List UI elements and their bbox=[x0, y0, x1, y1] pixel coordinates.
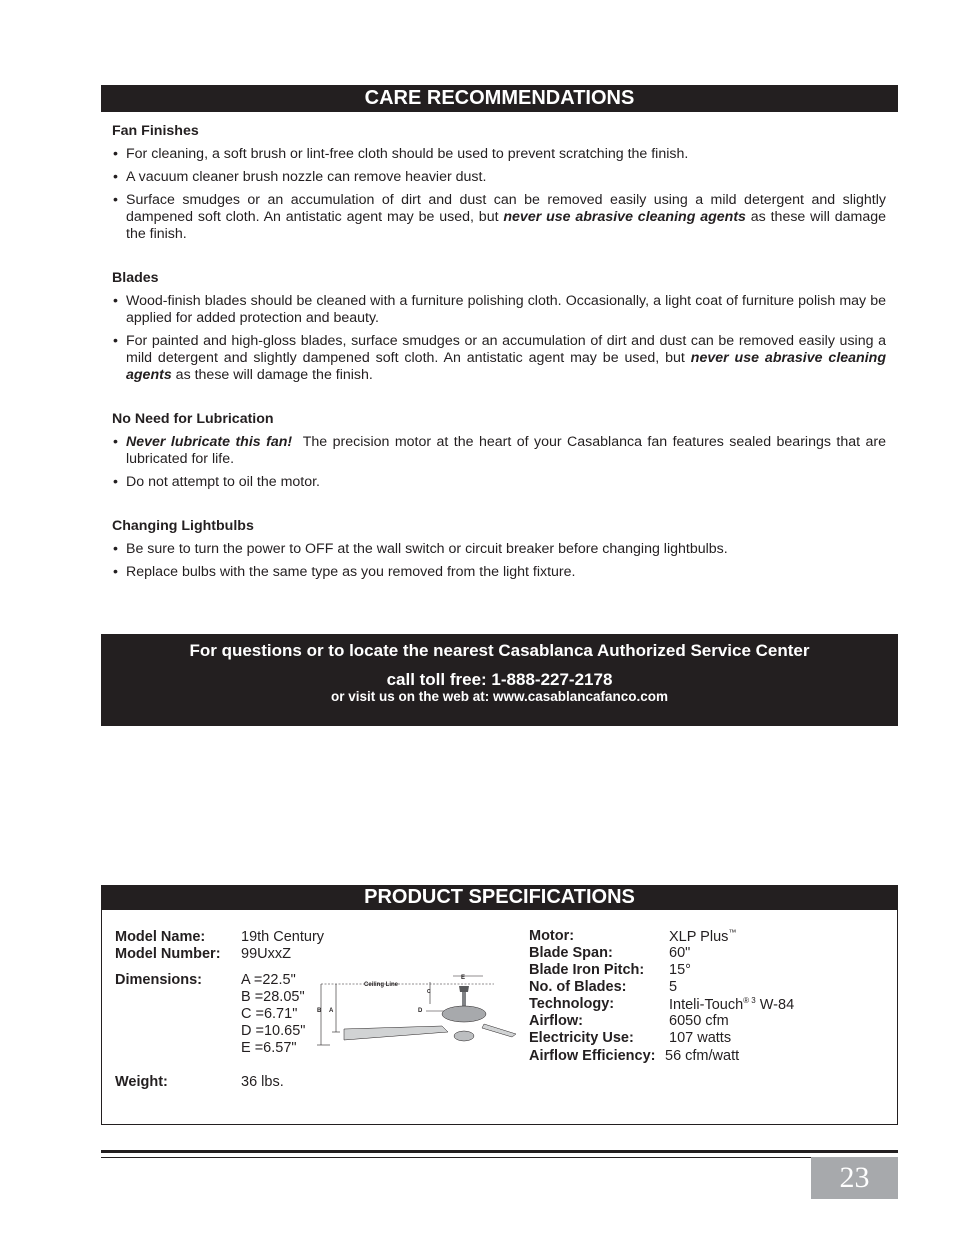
dimensions-label: Dimensions: bbox=[115, 972, 203, 988]
website-link[interactable]: or visit us on the web at: www.casablancafanco.com bbox=[330, 689, 669, 704]
service-center-box bbox=[101, 634, 898, 726]
list-item: • Replace bulbs with the same type as you removed from the light fixture. bbox=[113, 564, 576, 580]
motor-value: XLP Plus™ bbox=[669, 928, 737, 945]
weight-value: 36 lbs. bbox=[241, 1074, 284, 1090]
dimension-d: D =10.65" bbox=[241, 1023, 306, 1039]
motor-label: Motor: bbox=[529, 928, 575, 944]
footer-rule-thin bbox=[101, 1157, 811, 1158]
heading-lightbulbs: Changing Lightbulbs bbox=[112, 518, 254, 534]
specs-title-bar bbox=[101, 885, 898, 910]
weight-label: Weight: bbox=[115, 1074, 168, 1090]
electricity-value: 107 watts bbox=[669, 1030, 732, 1046]
label-c: C bbox=[427, 989, 431, 995]
blades-list bbox=[112, 293, 886, 384]
toll-free-number: call toll free: 1-888-227-2178 bbox=[386, 670, 613, 689]
list-item: • Wood-finish blades should be cleaned with a furniture polishing cloth. Occasionally, a light coat of furniture polish may be applied for added protection and beauty. bbox=[113, 293, 886, 326]
specs-title: PRODUCT SPECIFICATIONS bbox=[364, 886, 635, 908]
list-item: • A vacuum cleaner brush nozzle can remove heavier dust. bbox=[113, 169, 487, 185]
service-heading: For questions or to locate the nearest Casablanca Authorized Service Center bbox=[189, 641, 810, 660]
warning-emphasis: never use abrasive cleaning agents bbox=[126, 350, 886, 383]
blade-count-label: No. of Blades: bbox=[529, 979, 627, 995]
footer-rule-thick bbox=[101, 1150, 898, 1153]
care-title: CARE RECOMMENDATIONS bbox=[364, 87, 635, 109]
blade-pitch-value: 15° bbox=[669, 962, 691, 978]
care-title-bar bbox=[101, 85, 898, 112]
label-b: B bbox=[317, 1008, 322, 1014]
label-d: D bbox=[418, 1008, 423, 1014]
dimension-e: E =6.57" bbox=[241, 1040, 297, 1056]
airflow-label: Airflow: bbox=[529, 1013, 583, 1029]
technology-label: Technology: bbox=[529, 996, 615, 1012]
blade-count-value: 5 bbox=[669, 979, 678, 995]
warning-emphasis: never use abrasive cleaning agents bbox=[503, 209, 746, 225]
lubrication-list bbox=[112, 434, 890, 491]
blade-span-value: 60" bbox=[669, 945, 691, 961]
dimension-b: B =28.05" bbox=[241, 989, 305, 1005]
page-number: 23 bbox=[811, 1157, 898, 1199]
heading-lubrication: No Need for Lubrication bbox=[112, 411, 274, 427]
efficiency-value: 56 cfm/watt bbox=[665, 1048, 740, 1064]
technology-value: Inteli-Touch$^{® 3}$ W-84 bbox=[669, 996, 795, 1013]
blade-pitch-label: Blade Iron Pitch: bbox=[529, 962, 645, 978]
list-item: • Be sure to turn the power to OFF at the wall switch or circuit breaker before changing lightbulbs. bbox=[113, 541, 728, 557]
label-a: A bbox=[329, 1008, 334, 1014]
lightbulbs-list bbox=[112, 541, 886, 581]
airflow-value: 6050 cfm bbox=[669, 1013, 729, 1029]
list-item: • Never lubricate this fan! The precision motor at the heart of your Casablanca fan features sealed bearings that are lubricated for life. bbox=[113, 434, 890, 467]
label-e: E bbox=[461, 975, 466, 981]
heading-blades: Blades bbox=[112, 270, 159, 286]
fan-dimension-diagram bbox=[316, 970, 516, 1055]
model-number-value: 99UxxZ bbox=[241, 946, 291, 962]
heading-fan-finishes: Fan Finishes bbox=[112, 123, 199, 139]
model-number-label: Model Number: bbox=[115, 946, 221, 962]
dimensions-list bbox=[241, 972, 305, 1057]
blade-span-label: Blade Span: bbox=[529, 945, 613, 961]
dimension-c: C =6.71" bbox=[241, 1006, 298, 1022]
fan-finishes-list bbox=[112, 146, 886, 243]
list-item: • Surface smudges or an accumulation of dirt and dust can be removed easily using a mild detergent and slightly dampened soft cloth. An antistatic agent may be used, but never use abrasive cleaning agents as these will damage the finish. bbox=[113, 192, 886, 242]
care-content bbox=[112, 123, 890, 608]
electricity-label: Electricity Use: bbox=[529, 1030, 634, 1046]
list-item: • Do not attempt to oil the motor. bbox=[113, 474, 320, 490]
list-item: • For painted and high-gloss blades, surface smudges or an accumulation of dirt and dust can be removed easily using a mild detergent and slightly dampened soft cloth. An antistatic agent may be used, but never use abrasive cleaning agents as these will damage the finish. bbox=[113, 333, 886, 383]
efficiency-label: Airflow Efficiency: bbox=[529, 1048, 656, 1064]
dimension-a: A =22.5" bbox=[241, 972, 296, 988]
list-item: • For cleaning, a soft brush or lint-free cloth should be used to prevent scratching the finish. bbox=[113, 146, 689, 162]
warning-emphasis: Never lubricate this fan! bbox=[126, 434, 293, 450]
model-name-value: 19th Century bbox=[241, 929, 325, 945]
model-name-label: Model Name: bbox=[115, 929, 206, 945]
ceiling-line-label: Ceiling Line bbox=[364, 982, 399, 988]
